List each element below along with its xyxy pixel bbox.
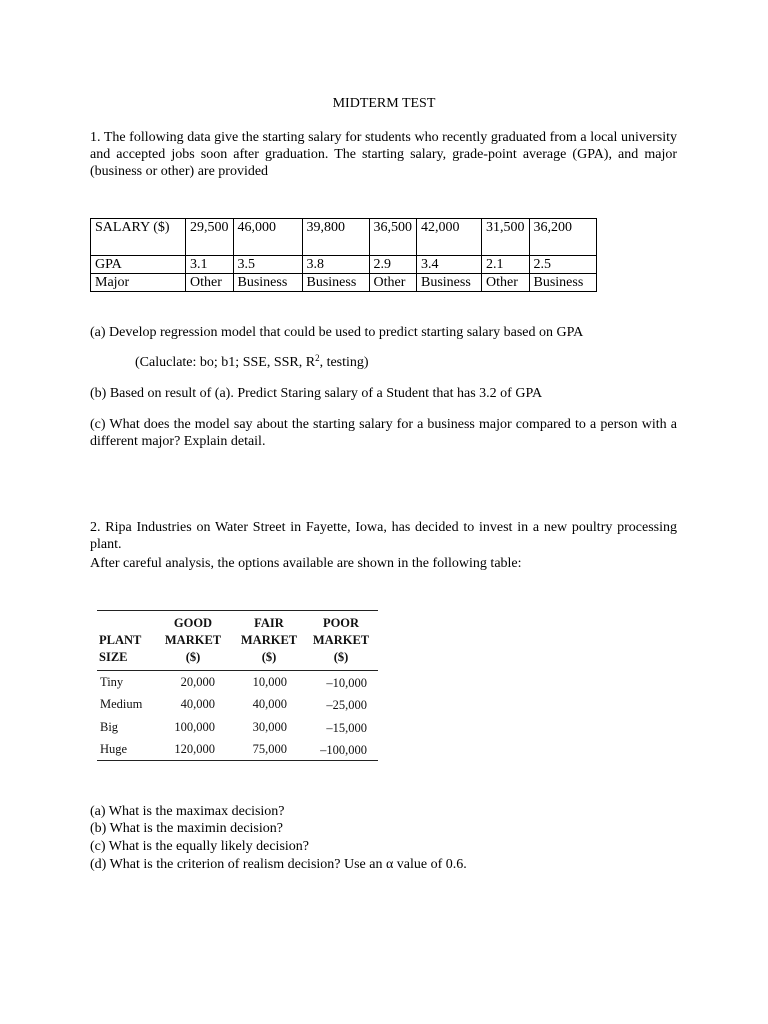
question-2-part-b: (b) What is the maximin decision? [90, 821, 283, 836]
decision-table [97, 606, 378, 761]
row-fair: 75,000 [252, 742, 287, 756]
major-cell: Other [186, 274, 234, 292]
row-poor: –15,000 [326, 721, 367, 735]
table-row-gpa [91, 256, 597, 274]
row-label-major: Major [91, 274, 186, 292]
major-cell: Other [369, 274, 417, 292]
major-cell: Other [482, 274, 530, 292]
row-poor: –100,000 [320, 743, 367, 757]
major-cell: Business [233, 274, 302, 292]
row-label-gpa: GPA [91, 256, 186, 274]
header-fair-market: MARKET [240, 633, 298, 647]
salary-cell: 31,500 [482, 219, 530, 256]
gpa-cell: 2.5 [529, 256, 596, 274]
major-cell: Business [417, 274, 482, 292]
major-cell: Business [529, 274, 596, 292]
major-cell: Business [302, 274, 369, 292]
row-size: Huge [100, 742, 128, 756]
calc-text: (Caluclate: bo; b1; SSE, SSR, R [135, 355, 316, 370]
salary-cell: 29,500 [186, 219, 234, 256]
header-size: SIZE [99, 650, 128, 664]
question-1-part-a-calc [135, 354, 675, 371]
salary-data-table [90, 218, 597, 292]
header-poor-unit: ($) [333, 650, 349, 664]
question-2-part-d: (d) What is the criterion of realism decision? Use an α value of 0.6. [90, 857, 467, 872]
question-1-part-a: (a) Develop regression model that could be used to predict starting salary based on GPA [90, 325, 584, 340]
calc-text-end: , testing) [319, 355, 369, 370]
row-good: 20,000 [180, 675, 215, 689]
question-2-part-a: (a) What is the maximax decision? [90, 804, 285, 819]
table-row-salary [91, 219, 597, 256]
table-row-major [91, 274, 597, 292]
header-good-unit: ($) [185, 650, 201, 664]
gpa-cell: 3.4 [417, 256, 482, 274]
row-fair: 10,000 [252, 675, 287, 689]
salary-cell: 39,800 [302, 219, 369, 256]
question-1-part-b: (b) Based on result of (a). Predict Staring salary of a Student that has 3.2 of GPA [90, 386, 543, 401]
gpa-cell: 3.5 [233, 256, 302, 274]
r-squared-superscript: 2 [315, 353, 320, 363]
row-good: 120,000 [174, 742, 215, 756]
row-size: Medium [100, 697, 143, 711]
question-1-intro: 1. The following data give the starting salary for students who recently graduated from a local university and accepted jobs soon after graduation. The starting salary, grade-point average (GPA), and major (business or other) are provided [90, 130, 677, 179]
header-poor: POOR [322, 616, 360, 630]
table-top-rule [97, 610, 378, 611]
row-good: 40,000 [180, 697, 215, 711]
page-title: MIDTERM TEST [332, 96, 436, 111]
gpa-cell: 3.1 [186, 256, 234, 274]
table-bottom-rule [97, 760, 378, 761]
header-plant: PLANT [99, 633, 142, 647]
salary-cell: 42,000 [417, 219, 482, 256]
table-header-rule [97, 670, 378, 671]
row-fair: 30,000 [252, 720, 287, 734]
row-fair: 40,000 [252, 697, 287, 711]
header-good-market: MARKET [164, 633, 222, 647]
question-2-intro: 2. Ripa Industries on Water Street in Fayette, Iowa, has decided to invest in a new poultry processing plant. [90, 520, 677, 552]
row-poor: –10,000 [326, 676, 367, 690]
row-size: Tiny [100, 675, 124, 689]
gpa-cell: 2.9 [369, 256, 417, 274]
salary-cell: 36,500 [369, 219, 417, 256]
row-size: Big [100, 720, 119, 734]
row-poor: –25,000 [326, 698, 367, 712]
header-poor-market: MARKET [312, 633, 370, 647]
gpa-cell: 2.1 [482, 256, 530, 274]
question-2-part-c: (c) What is the equally likely decision? [90, 839, 310, 854]
question-2-intro-2: After careful analysis, the options available are shown in the following table: [90, 556, 522, 571]
gpa-cell: 3.8 [302, 256, 369, 274]
row-good: 100,000 [174, 720, 215, 734]
header-good: GOOD [173, 616, 213, 630]
header-fair-unit: ($) [261, 650, 277, 664]
header-fair: FAIR [254, 616, 284, 630]
salary-cell: 36,200 [529, 219, 596, 256]
row-label-salary: SALARY ($) [91, 219, 186, 256]
question-1-part-c: (c) What does the model say about the starting salary for a business major compared to a person with a different major? Explain detail. [90, 417, 677, 449]
salary-cell: 46,000 [233, 219, 302, 256]
